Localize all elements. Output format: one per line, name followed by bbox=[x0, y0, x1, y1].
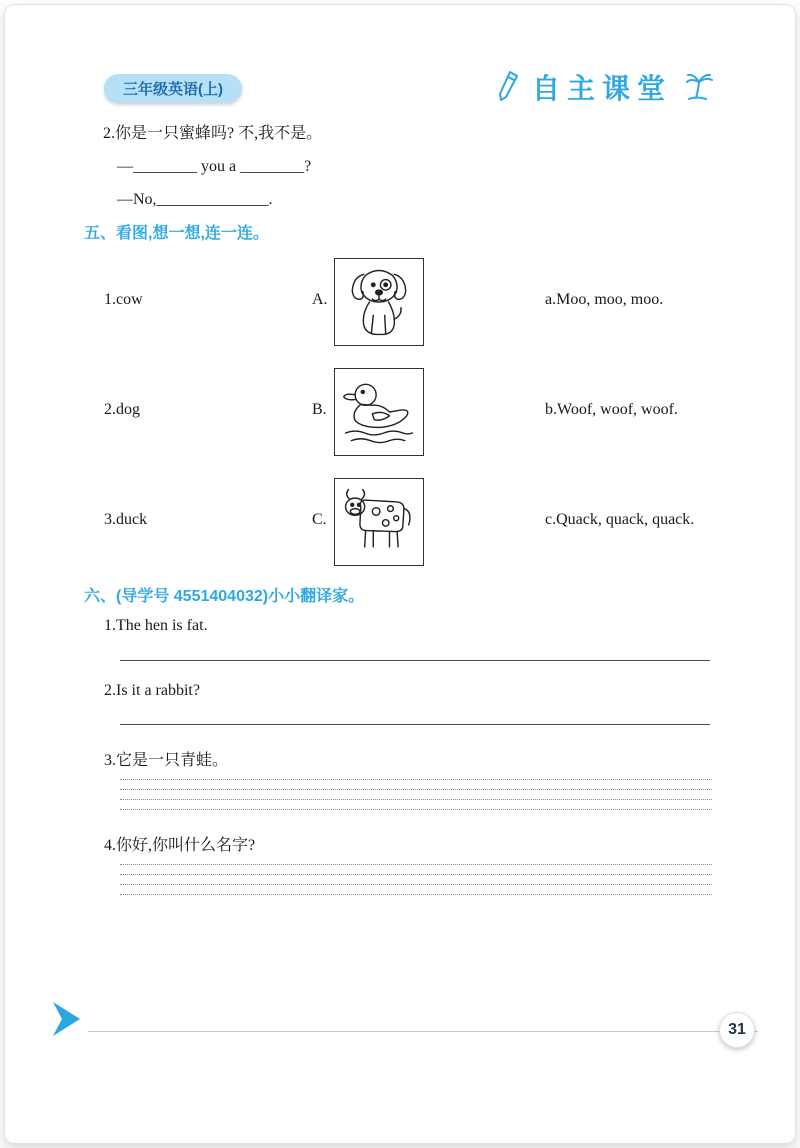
writing-line bbox=[120, 779, 712, 780]
match-word: 1.cow bbox=[104, 291, 143, 308]
writing-line bbox=[120, 799, 712, 800]
question2-blank-line-2: —No,______________. bbox=[117, 191, 273, 208]
writing-line bbox=[120, 894, 712, 895]
translate-item-3: 3.它是一只青蛙。 bbox=[104, 752, 229, 769]
match-sound: b.Woof, woof, woof. bbox=[545, 401, 678, 418]
pencil-icon bbox=[496, 69, 520, 105]
match-row-dog bbox=[0, 368, 800, 456]
writing-line bbox=[120, 884, 712, 885]
match-row-duck bbox=[0, 478, 800, 566]
cow-image bbox=[334, 478, 424, 566]
writing-line bbox=[120, 864, 712, 865]
writing-line bbox=[120, 809, 712, 810]
brand-logo bbox=[496, 64, 716, 110]
match-row-cow bbox=[0, 258, 800, 346]
translate-item-2: 2.Is it a rabbit? bbox=[104, 682, 200, 699]
match-letter: A. bbox=[312, 291, 328, 308]
question2-prompt: 2.你是一只蜜蜂吗? 不,我不是。 bbox=[103, 125, 323, 142]
section5-title: 五、看图,想一想,连一连。 bbox=[84, 225, 269, 242]
question2-blank-line-1: —________ you a ________? bbox=[117, 158, 312, 175]
writing-line bbox=[120, 789, 712, 790]
duck-image bbox=[334, 368, 424, 456]
match-sound: c.Quack, quack, quack. bbox=[545, 511, 695, 528]
match-word: 2.dog bbox=[104, 401, 140, 418]
match-sound: a.Moo, moo, moo. bbox=[545, 291, 664, 308]
match-letter: C. bbox=[312, 511, 327, 528]
answer-line-1 bbox=[120, 660, 710, 661]
grade-label-pill bbox=[104, 74, 242, 103]
writing-lines-3 bbox=[120, 779, 712, 819]
answer-line-2 bbox=[120, 724, 710, 725]
grade-label: 三年级英语(上) bbox=[123, 81, 223, 98]
match-word: 3.duck bbox=[104, 511, 148, 528]
footer-arrow-icon bbox=[50, 1000, 84, 1043]
writing-line bbox=[120, 874, 712, 875]
palm-tree-icon bbox=[684, 70, 716, 104]
translate-item-1: 1.The hen is fat. bbox=[104, 617, 208, 634]
footer-rule bbox=[88, 1031, 758, 1032]
translate-item-4: 4.你好,你叫什么名字? bbox=[104, 837, 256, 854]
page-number-badge bbox=[719, 1012, 755, 1048]
page-number: 31 bbox=[728, 1021, 746, 1038]
dog-image bbox=[334, 258, 424, 346]
section6-title: 六、(导学号 4551404032)小小翻译家。 bbox=[84, 588, 365, 605]
match-letter: B. bbox=[312, 401, 327, 418]
brand-title: 自主课堂 bbox=[532, 73, 673, 104]
writing-lines-4 bbox=[120, 864, 712, 904]
